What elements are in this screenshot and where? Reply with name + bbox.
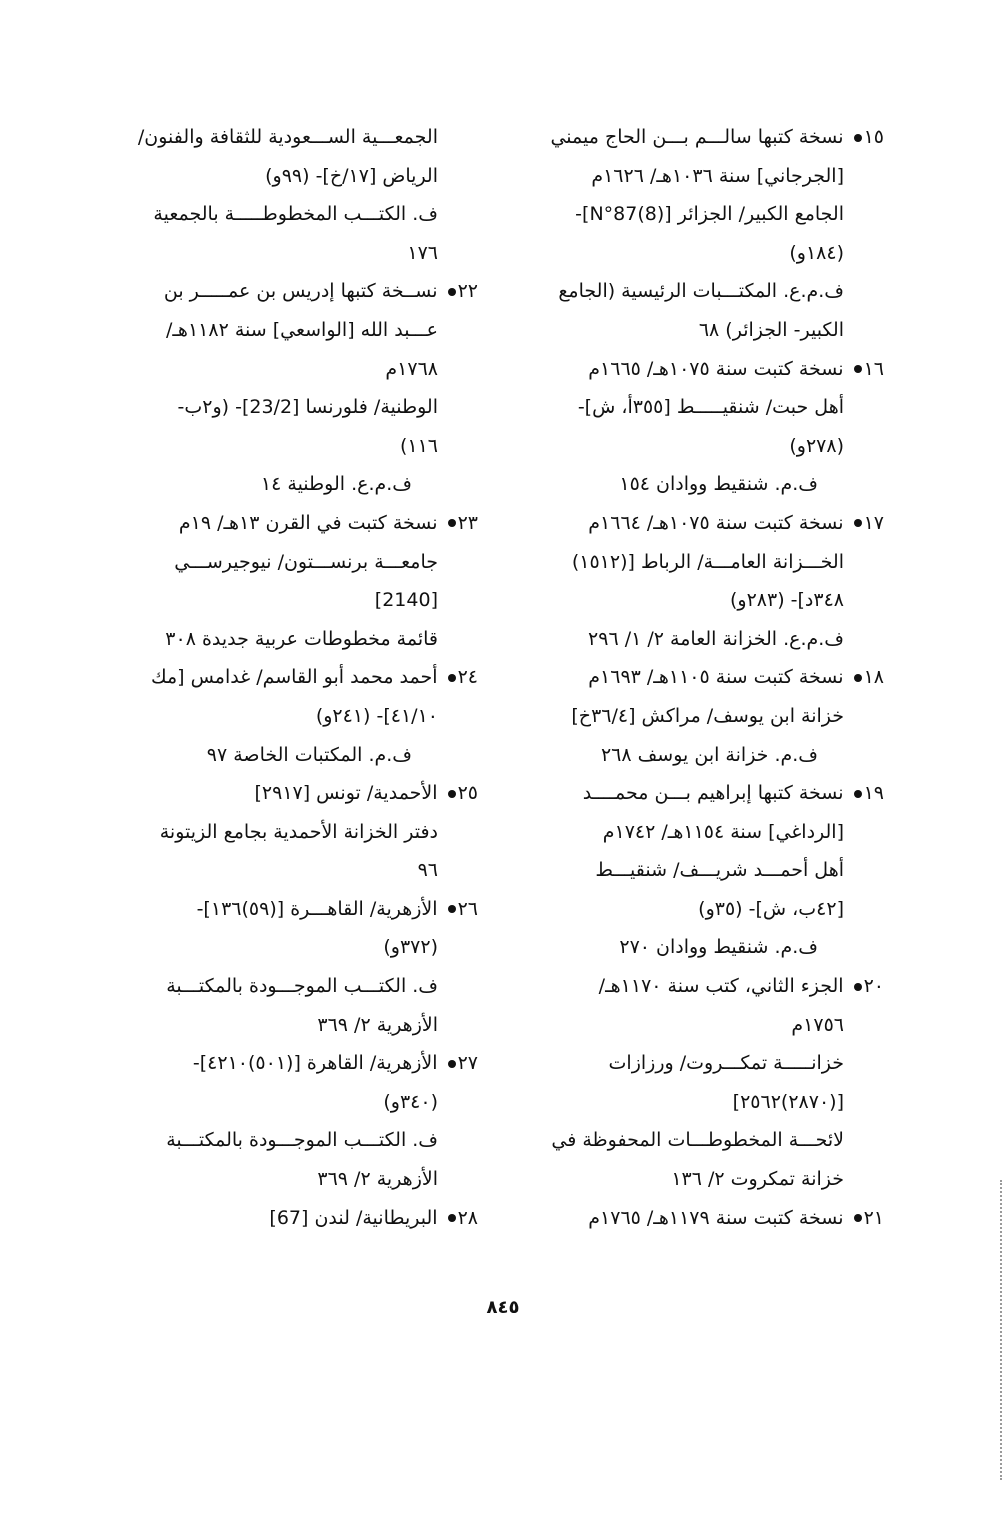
entry-number: ٢٦ الأزهرية/ القاهـــرة [(٥٩)١٣٦]- [196,897,478,920]
bullet-icon [854,983,862,991]
entry-line [134,890,478,929]
entry-number: ٢٨ البريطانية/ لندن [67] [269,1206,478,1229]
entry-detail-line: ف. الكتـــب الموجـــودة بالمكتـــبة [166,975,438,998]
entry-detail-line: قائمة مخطوطات عربية جديدة ٣٠٨ [165,627,438,650]
entry-detail-line: أهل أحمـــد شريـــف/ شنقيـــط [595,859,844,882]
entry-number: ٢٣ نسخة كتبت في القرن ١٣هـ/ ١٩م [178,511,478,534]
scan-edge-mark [998,1180,1002,1480]
bullet-icon [448,674,456,682]
left-column [134,118,478,1237]
entry-line [134,272,478,311]
entry-line [532,774,884,813]
entry-detail-line: [الجرجاني] سنة ١٠٣٦هـ/ ١٦٢٦م [591,164,844,187]
entry-detail-line: الجمعـــية الســـعودية للثقافة والفنون/ [137,126,438,148]
right-column [532,118,884,1237]
entry-detail-line: الأزهرية ٢/ ٣٦٩ [317,1168,438,1191]
entry-detail-line: (١٨٤و) [789,241,844,264]
bullet-icon [854,519,862,527]
entry-detail-line: ١١٦) [399,434,438,457]
entry-number: ٢٧ الأزهرية/ القاهرة [(٥٠١)٤٢١٠]- [192,1052,478,1075]
entry-line [134,774,478,813]
entry-detail-line: الجامع الكبير/ الجزائر [N°87(8)]- [575,203,844,226]
entry-detail-line: ف.م. المكتبات الخاصة ٩٧ [206,743,412,766]
entry-detail-line: ف.م.ع. الوطنية ١٤ [260,473,412,496]
entry-number: ١٨ نسخة كتبت سنة ١١٠٥هـ/ ١٦٩٣م [588,666,884,689]
entry-detail-line: الكبير- الجزائر) ٦٨ [698,318,844,341]
entry-detail-line: ٤١/١٠]- (٢٤١و) [315,704,438,727]
entry-detail-line: [٤٢ب، ش]- (٣٥و) [698,897,844,920]
bullet-icon [448,905,456,913]
entry-line [134,504,478,543]
entry-detail-line: الخـــزانة العامـــة/ الرباط [(١٥١٢) [571,550,844,573]
page-number: ٨٤٥ [486,1297,520,1318]
bullet-icon [854,1214,862,1222]
entry-detail-line: (٣٤٠و) [383,1090,438,1113]
bullet-icon [854,674,862,682]
entry-detail-line: ف.م. شنقيط ووادان ٢٧٠ [619,936,818,959]
entry-number: ١٩ نسخة كتبها إبراهيم بـــن محمــــد [582,782,884,805]
entry-line [532,967,884,1006]
entry-detail-line: ف.م.ع. الخزانة العامة ٢/ ١/ ٢٩٦ [588,627,844,650]
entry-detail-line: خزانة تمكروت ٢/ ١٣٦ [671,1168,844,1191]
entry-detail-line: دفتر الخزانة الأحمدية بجامع الزيتونة [159,820,438,843]
entry-detail-line: ف.م. خزانة ابن يوسف ٢٦٨ [600,743,818,766]
entry-number: ٢٤ أحمد محمد أبو القاسم/ غدامس [مك [150,666,478,689]
entry-detail-line: (٣٧٢و) [383,936,438,959]
entry-detail-line: عـــبد الله [الواسعي] سنة ١١٨٢هـ/ [165,318,438,341]
bullet-icon [448,288,456,296]
entry-line [532,118,884,157]
entry-detail-line: [الرداغي] سنة ١١٥٤هـ/ ١٧٤٢م [602,820,844,843]
entry-number: ١٥ نسخة كتبها سالـــم بـــن الحاج ميمني [550,126,884,148]
entry-detail-line: لائحـــة المخطوطـــات المحفوظة في [551,1129,844,1152]
entry-line [532,658,884,697]
entry-line [532,1199,884,1238]
entry-detail-line: خزانة ابن يوسف/ مراكش [٣٦/٤خ] [571,704,844,727]
entry-detail-line: الأزهرية ٢/ ٣٦٩ [317,1013,438,1036]
entry-detail-line: ف.م.ع. المكتـــبات الرئيسية (الجامع [558,280,844,303]
bullet-icon [448,1060,456,1068]
bullet-icon [854,790,862,798]
entry-detail-line: أهل حبت/ شنقيـــــط [٣٥٥أ، ش]- [577,396,844,419]
entry-number: ٢٠ الجزء الثاني، كتب سنة ١١٧٠هـ/ [598,975,884,998]
bullet-icon [854,365,862,373]
bullet-icon [448,1214,456,1222]
bullet-icon [448,790,456,798]
entry-line [532,350,884,389]
entry-detail-line: ف. الكتـــب الموجـــودة بالمكتـــبة [166,1129,438,1152]
entry-line [134,1199,478,1238]
entry-line [134,1044,478,1083]
entry-number: ٢٥ الأحمدية/ تونس [٢٩١٧] [254,782,478,805]
entry-number: ١٦ نسخة كتبت سنة ١٠٧٥هـ/ ١٦٦٥م [588,357,884,380]
entry-detail-line: ١٧٥٦م [791,1013,844,1036]
entry-detail-line: جامعـــة برنســـتون/ نيوجيرســـي [174,550,438,573]
entry-detail-line: ١٧٦٨م [385,357,438,380]
entry-line [134,658,478,697]
entry-detail-line: الرياض [١٧/خ]- (٩٩و) [265,164,438,187]
entry-number: ٢٢ نســخة كتبها إدريس بن عمـــــر بن [163,280,478,303]
entry-detail-line: [2140] [374,589,438,612]
bullet-icon [854,134,862,142]
entry-line [532,504,884,543]
entry-detail-line: الوطنية/ فلورنسا [23/2]- (و٢ب- [177,396,438,419]
entry-detail-line: ١٧٦ [407,241,438,264]
entry-detail-line: ف.م. شنقيط ووادان ١٥٤ [619,473,818,496]
entry-detail-line: [(٢٨٧٠)٢٥٦٢] [732,1090,844,1113]
entry-detail-line: ٩٦ [417,859,438,882]
entry-detail-line: خزانـــــة تمكـــروت/ ورزازات [608,1052,844,1075]
entry-number: ١٧ نسخة كتبت سنة ١٠٧٥هـ/ ١٦٦٤م [588,511,884,534]
entry-number: ٢١ نسخة كتبت سنة ١١٧٩هـ/ ١٧٦٥م [588,1206,884,1229]
entry-detail-line: (٢٧٨و) [789,434,844,457]
bullet-icon [448,519,456,527]
entry-detail-line: ف. الكتـــب المخطوطـــــة بالجمعية [153,203,438,226]
entry-detail-line: ٣٤٨د]- (٢٨٣و) [729,589,844,612]
